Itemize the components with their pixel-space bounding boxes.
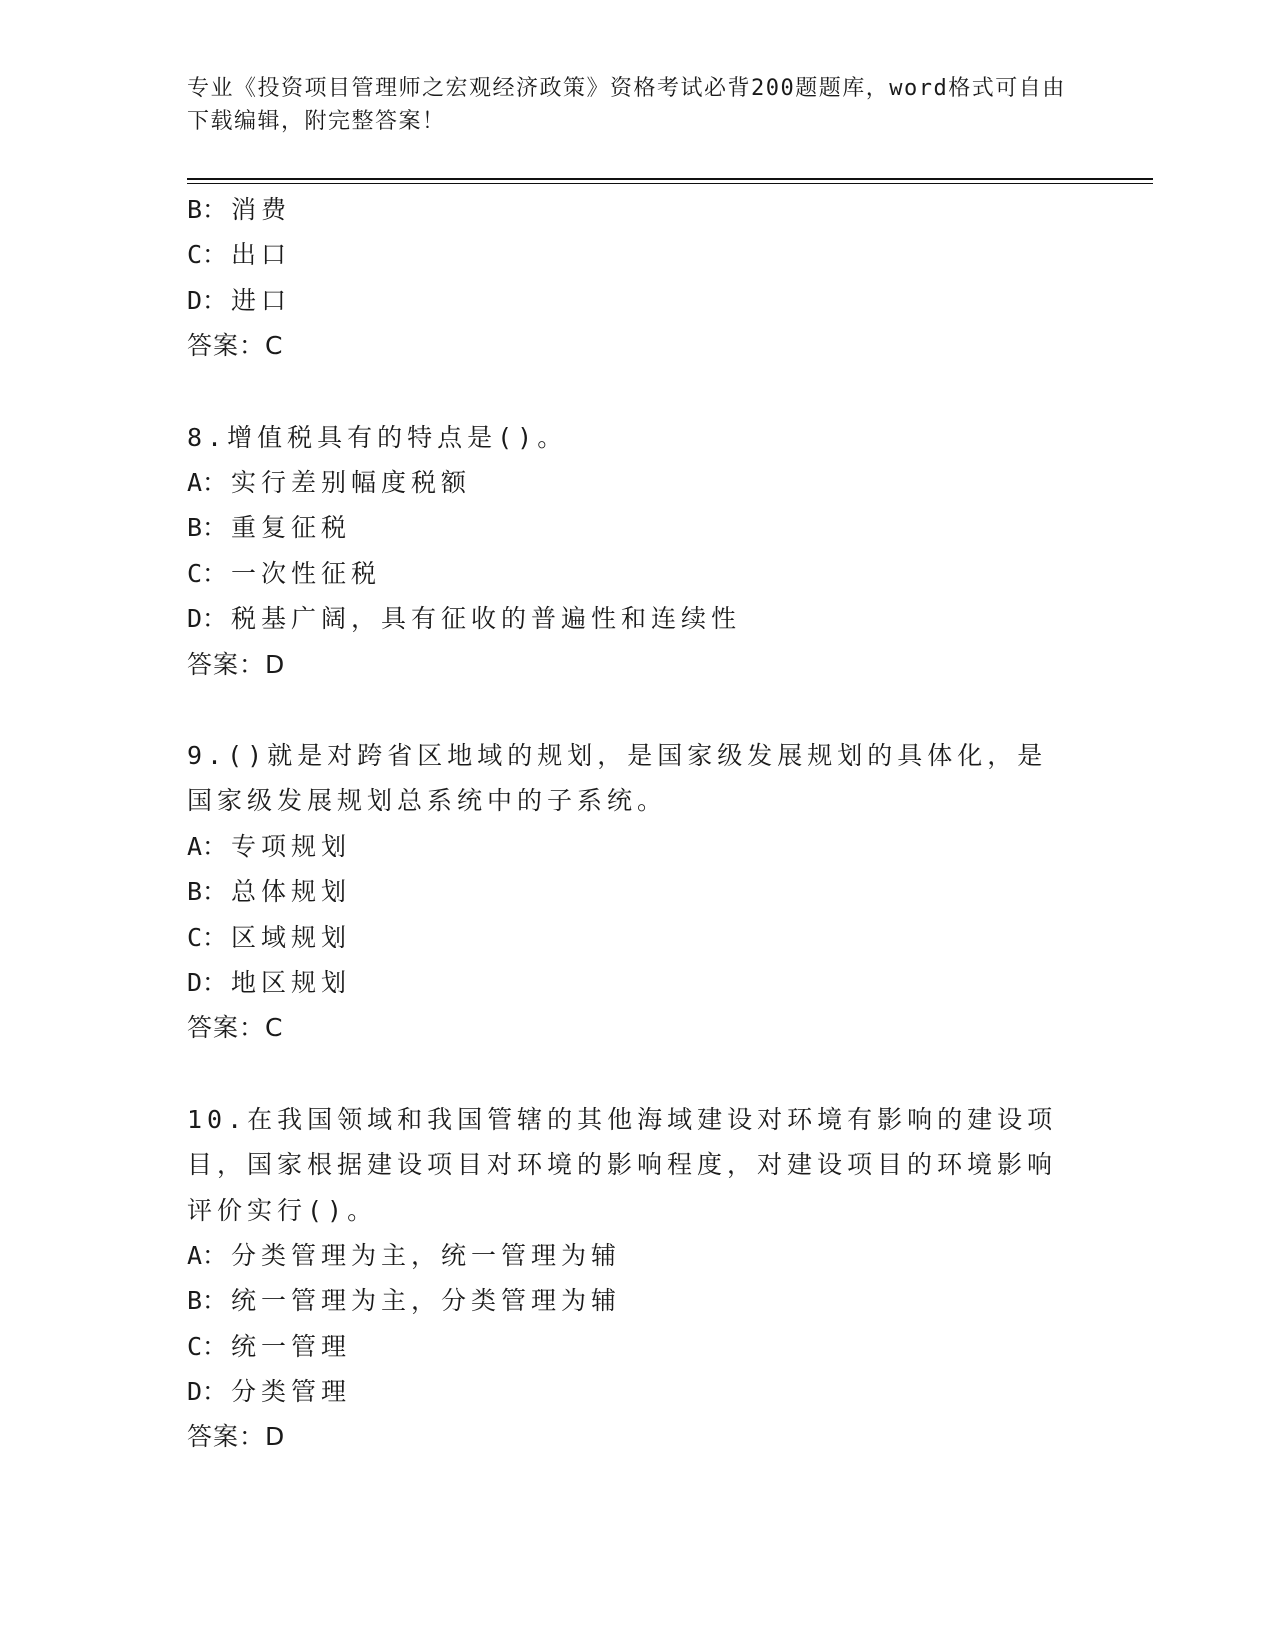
option-letter: D： — [187, 604, 228, 634]
option-letter: A： — [187, 1240, 228, 1270]
option-text: 出口 — [231, 240, 292, 270]
question-content — [187, 187, 1087, 1460]
option-text: 专项规划 — [231, 831, 352, 861]
option-text: 区域规划 — [231, 922, 352, 952]
option-letter: B： — [187, 1286, 228, 1316]
option-row — [187, 232, 1087, 277]
option-row — [187, 824, 1087, 869]
option-text: 一次性征税 — [231, 558, 382, 588]
option-text: 总体规划 — [231, 877, 352, 907]
option-letter: B： — [187, 877, 228, 907]
option-row — [187, 551, 1087, 596]
option-text: 地区规划 — [231, 967, 352, 997]
option-row — [187, 460, 1087, 505]
option-letter: C： — [187, 1331, 228, 1361]
question-stem: 8.增值税具有的特点是()。 — [187, 422, 568, 452]
option-text: 重复征税 — [231, 513, 352, 543]
header-rule-thick — [187, 178, 1153, 180]
answer-line: 答案：C — [187, 331, 284, 361]
option-row — [187, 505, 1087, 550]
header-rule-thin — [187, 183, 1153, 184]
option-letter: D： — [187, 1377, 228, 1407]
option-letter: D： — [187, 967, 228, 997]
spacer — [187, 369, 1087, 415]
option-letter: A： — [187, 467, 228, 497]
option-text: 统一管理为主，分类管理为辅 — [231, 1286, 622, 1316]
option-letter: C： — [187, 240, 228, 270]
option-text: 统一管理 — [231, 1331, 352, 1361]
option-row — [187, 596, 1087, 641]
option-row — [187, 1233, 1087, 1278]
option-letter: B： — [187, 195, 228, 224]
option-text: 分类管理 — [231, 1377, 352, 1407]
option-row — [187, 960, 1087, 1005]
option-letter: C： — [187, 558, 228, 588]
option-text: 分类管理为主，统一管理为辅 — [231, 1240, 622, 1270]
option-row — [187, 1369, 1087, 1414]
option-row — [187, 1278, 1087, 1323]
spacer — [187, 687, 1087, 733]
option-row — [187, 869, 1087, 914]
answer-line: 答案：C — [187, 1013, 284, 1043]
spacer — [187, 1051, 1087, 1097]
option-text: 进口 — [231, 285, 292, 315]
option-text: 消费 — [231, 195, 292, 224]
option-row — [187, 187, 1087, 232]
page-header: 专业《投资项目管理师之宏观经济政策》资格考试必背200题题库，word格式可自由下载编辑，附完整答案！ — [187, 76, 1066, 134]
option-letter: C： — [187, 922, 228, 952]
option-text: 税基广阔，具有征收的普遍性和连续性 — [231, 604, 742, 634]
answer-line: 答案：D — [187, 649, 286, 679]
question-block — [187, 733, 1087, 1051]
option-letter: A： — [187, 831, 228, 861]
question-stem: 10.在我国领域和我国管辖的其他海域建设对环境有影响的建设项目，国家根据建设项目对环境的影响程度，对建设项目的环境影响评价实行()。 — [187, 1104, 1058, 1225]
question-stem: 9.()就是对跨省区地域的规划，是国家级发展规划的具体化，是国家级发展规划总系统中的子系统。 — [187, 740, 1048, 816]
question-block — [187, 415, 1087, 687]
answer-line: 答案：D — [187, 1422, 286, 1452]
option-letter: D： — [187, 285, 228, 315]
option-row — [187, 278, 1087, 323]
question-block — [187, 1097, 1087, 1460]
option-text: 实行差别幅度税额 — [231, 467, 472, 497]
option-row — [187, 915, 1087, 960]
option-row — [187, 1324, 1087, 1369]
option-letter: B： — [187, 513, 228, 543]
prev-question-block — [187, 187, 1087, 369]
